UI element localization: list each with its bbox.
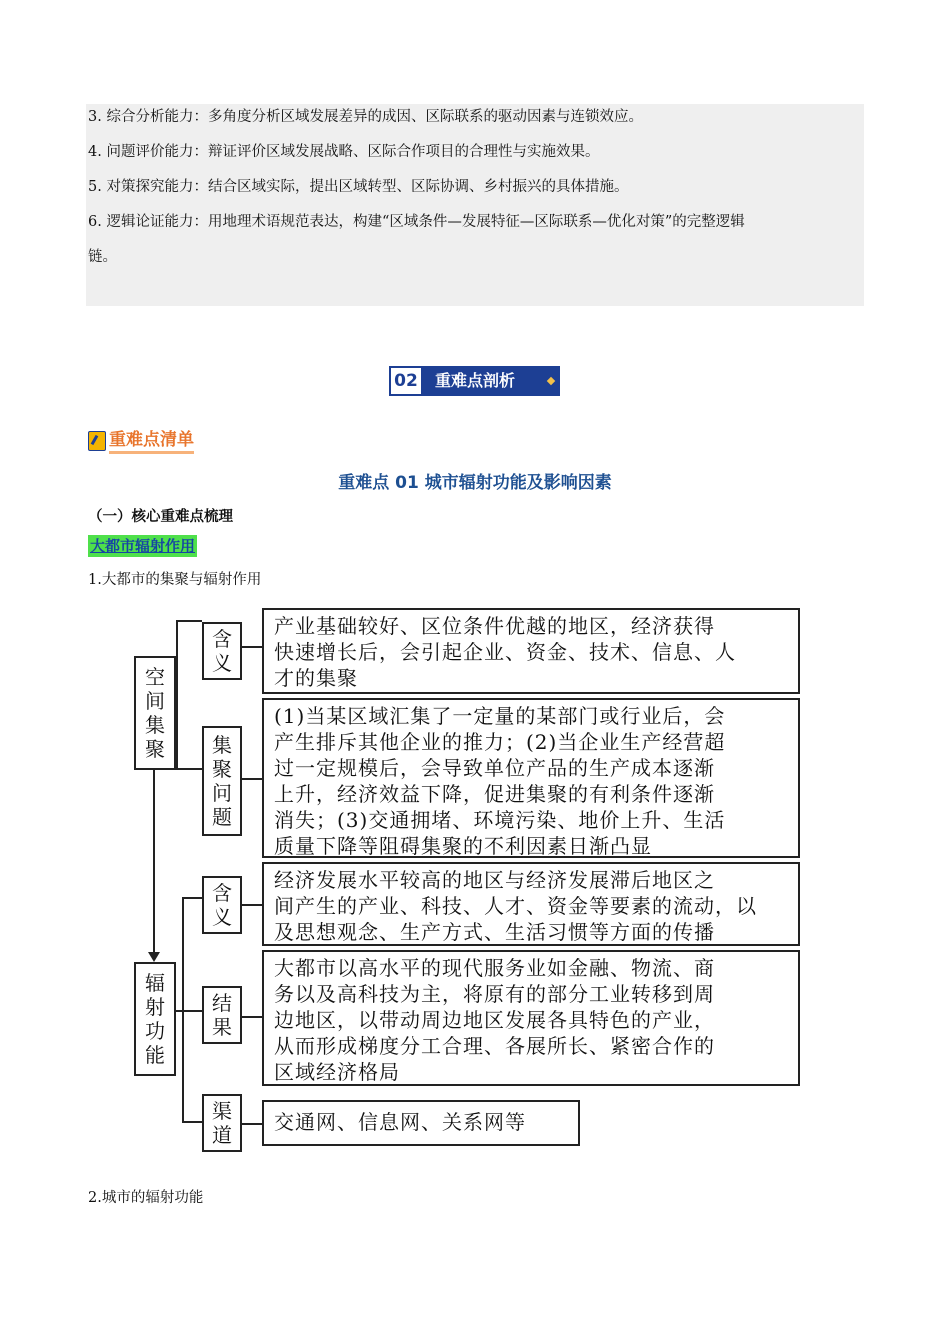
- text-line: 快速增长后，会引起企业、资金、技术、信息、人: [274, 640, 736, 664]
- label-char: 空: [145, 665, 165, 689]
- label-char: 果: [212, 1015, 232, 1039]
- label-char: 道: [212, 1123, 232, 1147]
- connector-line: [176, 620, 178, 770]
- label-char: 射: [145, 995, 165, 1019]
- label-char: 结: [212, 991, 232, 1015]
- sub-heading: （一）核心重难点梳理: [88, 509, 233, 525]
- label-char: 集: [145, 713, 165, 737]
- flow-arrow-line: [153, 770, 155, 956]
- ability-item-6-cont: 链。: [88, 249, 117, 265]
- connector-line: [176, 1010, 202, 1012]
- radiation-meaning-text: [262, 862, 800, 946]
- label-char: 聚: [145, 737, 165, 761]
- radiation-channel-label: [202, 1094, 242, 1152]
- text-line: 务以及高科技为主，将原有的部分工业转移到周: [274, 982, 715, 1006]
- ability-item-5: 5. 对策探究能力：结合区域实际，提出区域转型、区际协调、乡村振兴的具体措施。: [88, 179, 629, 195]
- radiation-label-box: [134, 962, 176, 1076]
- agglomeration-problem-label: [202, 726, 242, 836]
- text-line: 才的集聚: [274, 666, 358, 690]
- abilities-panel: [86, 104, 864, 306]
- agglomeration-meaning-text: [262, 608, 800, 694]
- paragraph-city-radiation: 2.城市的辐射功能: [88, 1190, 204, 1206]
- agglomeration-problem-text: [262, 698, 800, 858]
- section-title: [423, 366, 560, 396]
- label-char: 含: [212, 881, 232, 905]
- text-line: 及思想观念、生产方式、生活习惯等方面的传播: [274, 920, 715, 944]
- label-char: 间: [145, 689, 165, 713]
- text-line: 区域经济格局: [274, 1060, 400, 1084]
- text-line: 产业基础较好、区位条件优越的地区，经济获得: [274, 614, 715, 638]
- connector-line: [242, 904, 262, 906]
- label-char: 含: [212, 627, 232, 651]
- radiation-result-text: [262, 950, 800, 1086]
- label-char: 渠: [212, 1099, 232, 1123]
- diamond-icon: [547, 377, 555, 385]
- label-char: 集: [212, 733, 232, 757]
- radiation-meaning-label: [202, 876, 242, 934]
- highlight-tag: 大都市辐射作用: [90, 537, 196, 555]
- agglomeration-label-box: [134, 656, 176, 770]
- ability-item-3: 3. 综合分析能力：多角度分析区域发展差异的成因、区际联系的驱动因素与连锁效应。: [88, 109, 643, 125]
- text-line: 边地区，以带动周边地区发展各具特色的产业，: [274, 1008, 715, 1032]
- notebook-icon: [88, 431, 106, 451]
- label-char: 义: [212, 905, 232, 929]
- text-line: 经济发展水平较高的地区与经济发展滞后地区之: [274, 868, 715, 892]
- label-char: 能: [145, 1043, 165, 1067]
- text-line: 消失；(3)交通拥堵、环境污染、地价上升、生活: [274, 808, 726, 832]
- text-line: 过一定规模后，会导致单位产品的生产成本逐渐: [274, 756, 715, 780]
- connector-line: [242, 778, 262, 780]
- ability-item-6: 6. 逻辑论证能力：用地理术语规范表达，构建“区域条件—发展特征—区际联系—优化对策”的完整逻辑: [88, 214, 745, 230]
- list-heading: [88, 426, 194, 456]
- connector-line: [242, 646, 262, 648]
- label-char: 题: [212, 805, 232, 829]
- text-line: (1)当某区域汇集了一定量的某部门或行业后，会: [274, 704, 726, 728]
- arrow-down-icon: [148, 952, 160, 962]
- text-line: 上升，经济效益下降，促进集聚的有利条件逐渐: [274, 782, 715, 806]
- connector-line: [176, 768, 202, 770]
- connector-line: [242, 1123, 262, 1125]
- label-char: 义: [212, 651, 232, 675]
- connector-line: [182, 897, 202, 899]
- text-line: 大都市以高水平的现代服务业如金融、物流、商: [274, 956, 715, 980]
- list-title: 重难点清单: [109, 429, 194, 454]
- connector-line: [182, 1121, 202, 1123]
- label-char: 聚: [212, 757, 232, 781]
- ability-item-4: 4. 问题评价能力：辩证评价区域发展战略、区际合作项目的合理性与实施效果。: [88, 144, 600, 160]
- section-badge: [389, 366, 560, 396]
- text-line: 产生排斥其他企业的推力；(2)当企业生产经营超: [274, 730, 726, 754]
- label-char: 问: [212, 781, 232, 805]
- text-line: 从而形成梯度分工合理、各展所长、紧密合作的: [274, 1034, 715, 1058]
- label-char: 功: [145, 1019, 165, 1043]
- connector-line: [176, 620, 202, 622]
- agglomeration-meaning-label: [202, 622, 242, 680]
- text-line: 交通网、信息网、关系网等: [274, 1110, 526, 1134]
- text-line: 间产生的产业、科技、人才、资金等要素的流动，以: [274, 894, 757, 918]
- label-char: 辐: [145, 971, 165, 995]
- paragraph-agglomeration-radiation: 1.大都市的集聚与辐射作用: [88, 572, 262, 588]
- radiation-channel-text: [262, 1100, 580, 1146]
- radiation-result-label: [202, 986, 242, 1044]
- connector-line: [242, 1016, 262, 1018]
- section-title-text: 重难点剖析: [435, 371, 516, 390]
- section-number: 02: [389, 366, 423, 396]
- point-title: 重难点 01 城市辐射功能及影响因素: [338, 473, 612, 493]
- text-line: 质量下降等阻碍集聚的不利因素日渐凸显: [274, 834, 652, 858]
